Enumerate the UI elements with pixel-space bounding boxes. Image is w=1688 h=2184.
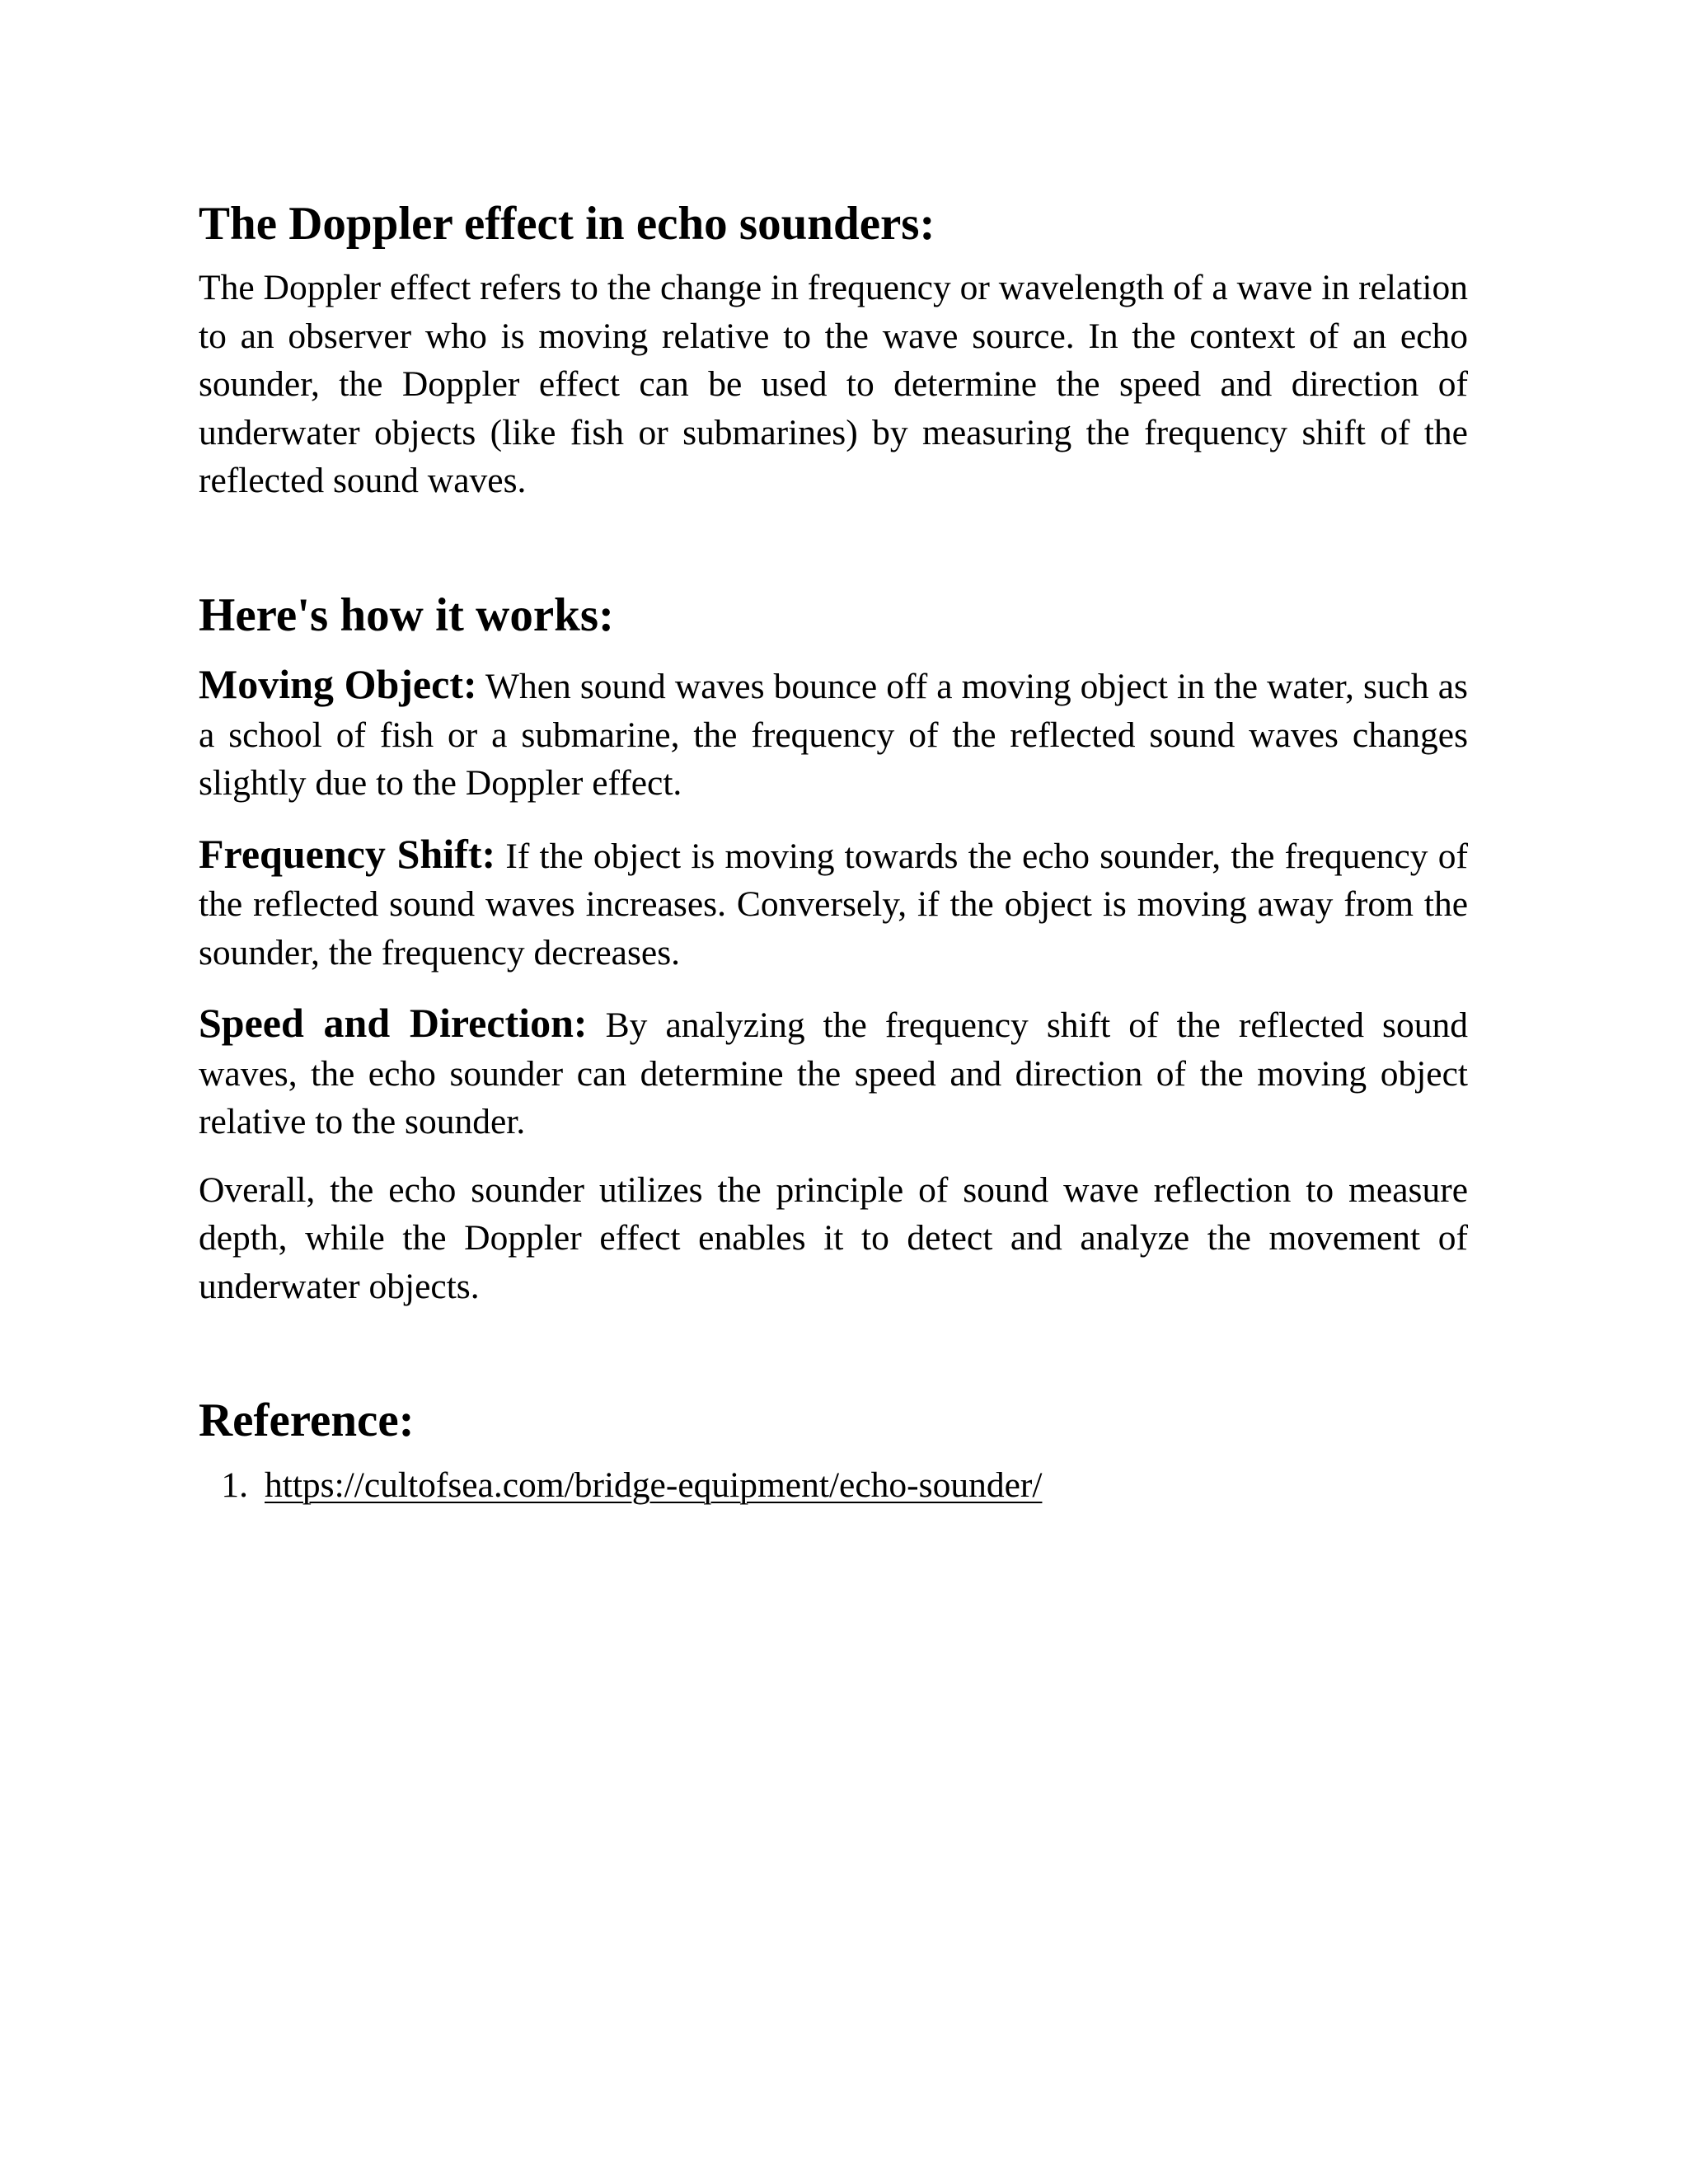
how-it-works-heading: Here's how it works:	[199, 588, 614, 641]
frequency-shift-lead: Frequency Shift:	[199, 830, 496, 877]
reference-link[interactable]: https://cultofsea.com/bridge-equipment/echo-sounder/	[265, 1465, 1043, 1505]
speed-direction-paragraph	[199, 999, 1468, 1146]
doppler-intro-paragraph: The Doppler effect refers to the change in frequency or wavelength of a wave in relation to an observer who is moving relative to the wave source. In the context of an echo sounder, the Doppler effect can be used to determine the speed and direction of underwater objects (like fish or submarines) by measuring the frequency shift of the reflected sound waves.	[199, 268, 1468, 501]
moving-object-text: When sound waves bounce off a moving object in the water, such as a school of fish or a submarine, the frequency of the reflected sound waves changes slightly due to the Doppler effect.	[199, 667, 1468, 804]
reference-list	[199, 1461, 1468, 1510]
overall-paragraph: Overall, the echo sounder utilizes the principle of sound wave reflection to measure depth, while the Doppler effect enables it to detect and analyze the movement of underwater objects.	[199, 1169, 1468, 1306]
frequency-shift-paragraph	[199, 830, 1468, 977]
speed-direction-text: By analyzing the frequency shift of the reflected sound waves, the echo sounder can determine the speed and direction of the moving object relative to the sounder.	[199, 1005, 1468, 1142]
speed-direction-lead: Speed and Direction:	[199, 1000, 588, 1047]
reference-number: 1.	[221, 1465, 248, 1505]
doppler-heading: The Doppler effect in echo sounders:	[199, 198, 935, 250]
document-page	[199, 196, 1468, 1509]
moving-object-lead: Moving Object:	[199, 661, 477, 708]
reference-item	[199, 1461, 1468, 1510]
frequency-shift-text: If the object is moving towards the echo sounder, the frequency of the reflected sound waves increases. Conversely, if the object is moving away from the sounder, the frequency decreases.	[199, 836, 1468, 972]
moving-object-paragraph	[199, 660, 1468, 808]
reference-heading: Reference:	[199, 1394, 415, 1447]
